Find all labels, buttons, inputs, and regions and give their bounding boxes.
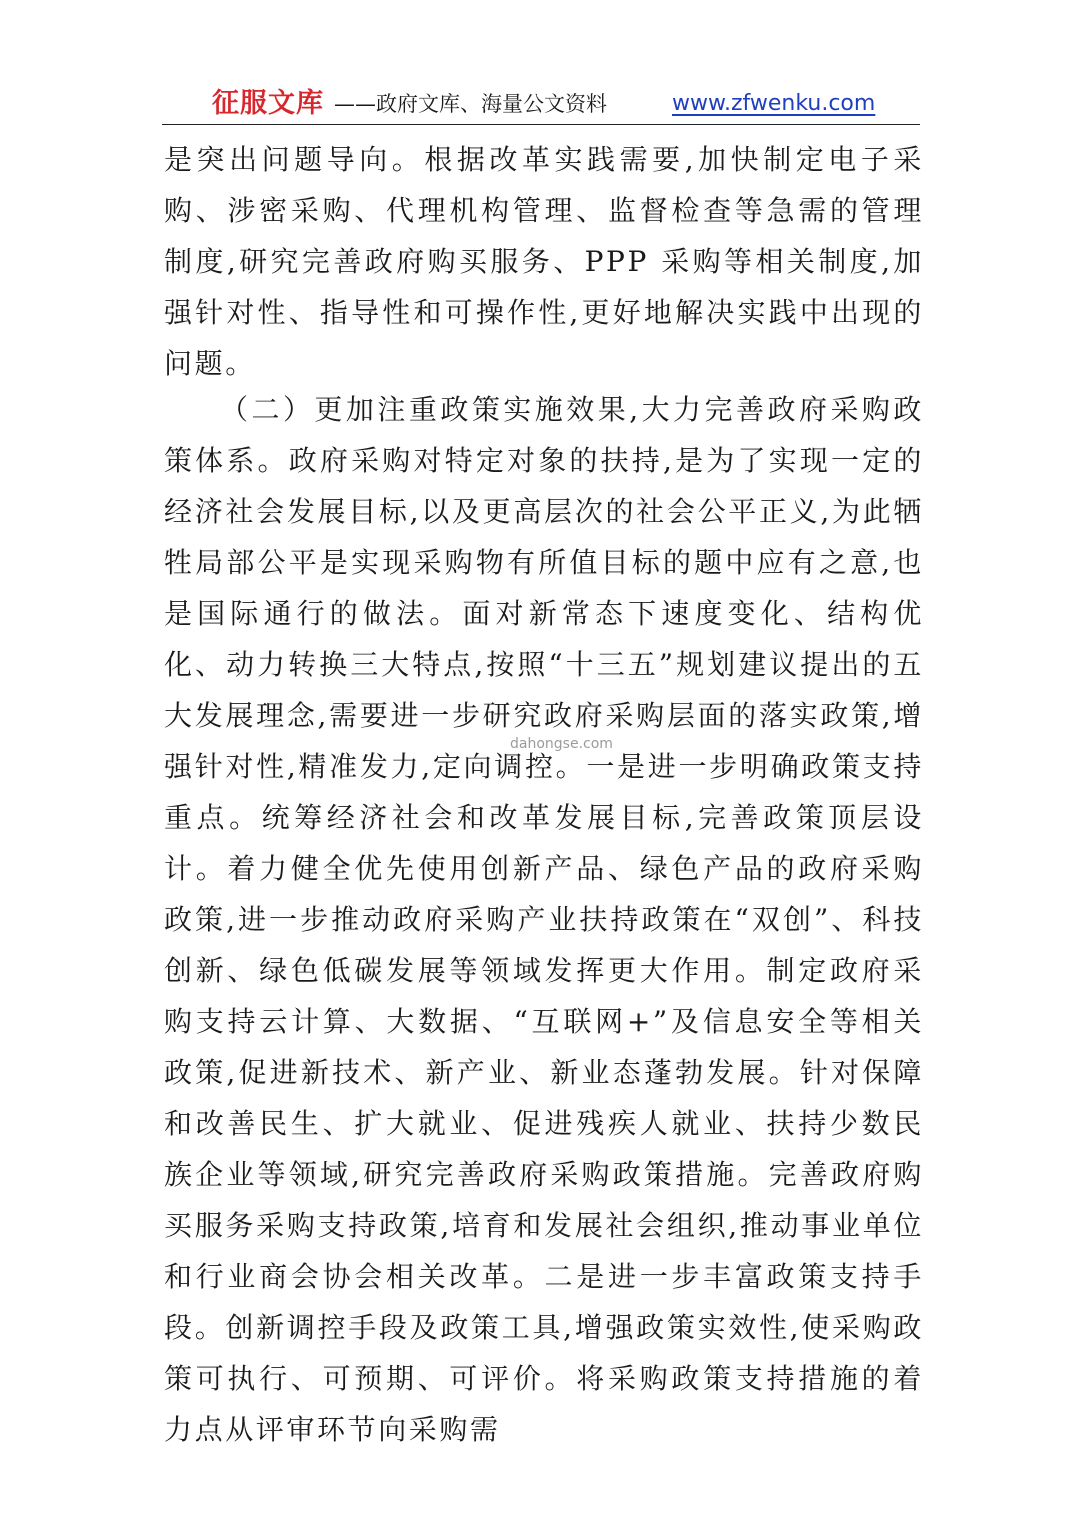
paragraph-text: 是突出问题导向。根据改革实践需要,加快制定电子采购、涉密采购、代理机构管理、监督检查等急需的管理制度,研究完善政府购买服务、PPP 采购等相关制度,加强针对性、指导性和可操作性,更好地解决实践中出现的问题。 xyxy=(164,143,924,380)
paragraph-2 xyxy=(164,384,924,1455)
watermark: dahongse.com xyxy=(510,736,613,752)
paragraph-1 xyxy=(164,134,924,389)
brand-logo-text: 征服文库 xyxy=(212,88,324,119)
site-link[interactable]: www.zfwenku.com xyxy=(672,91,876,116)
header-divider xyxy=(162,124,920,125)
page-header xyxy=(0,84,1080,124)
paragraph-text: （二）更加注重政策实施效果,大力完善政府采购政策体系。政府采购对特定对象的扶持,是为了实现一定的经济社会发展目标,以及更高层次的社会公平正义,为此牺牲局部公平是实现采购物有所值目标的题中应有之意,也是国际通行的做法。面对新常态下速度变化、结构优化、动力转换三大特点,按照“十三五”规划建议提出的五大发展理念,需要进一步研究政府采购层面的落实政策,增强针对性,精准发力,定向调控。一是进一步明确政策支持重点。统筹经济社会和改革发展目标,完善政策顶层设计。着力健全优先使用创新产品、绿色产品的政府采购政策,进一步推动政府采购产业扶持政策在“双创”、科技创新、绿色低碳发展等领域发挥更大作用。制定政府采购支持云计算、大数据、“互联网+”及信息安全等相关政策,促进新技术、新产业、新业态蓬勃发展。针对保障和改善民生、扩大就业、促进残疾人就业、扶持少数民族企业等领域,研究完善政府采购政策措施。完善政府购买服务采购支持政策,培育和发展社会组织,推动事业单位和行业商会协会相关改革。二是进一步丰富政策支持手段。创新调控手段及政策工具,增强政策实效性,使采购政策可执行、可预期、可评价。将采购政策支持措施的着力点从评审环节向采购需 xyxy=(164,393,924,1446)
header-tagline: ——政府文库、海量公文资料 xyxy=(334,92,607,116)
